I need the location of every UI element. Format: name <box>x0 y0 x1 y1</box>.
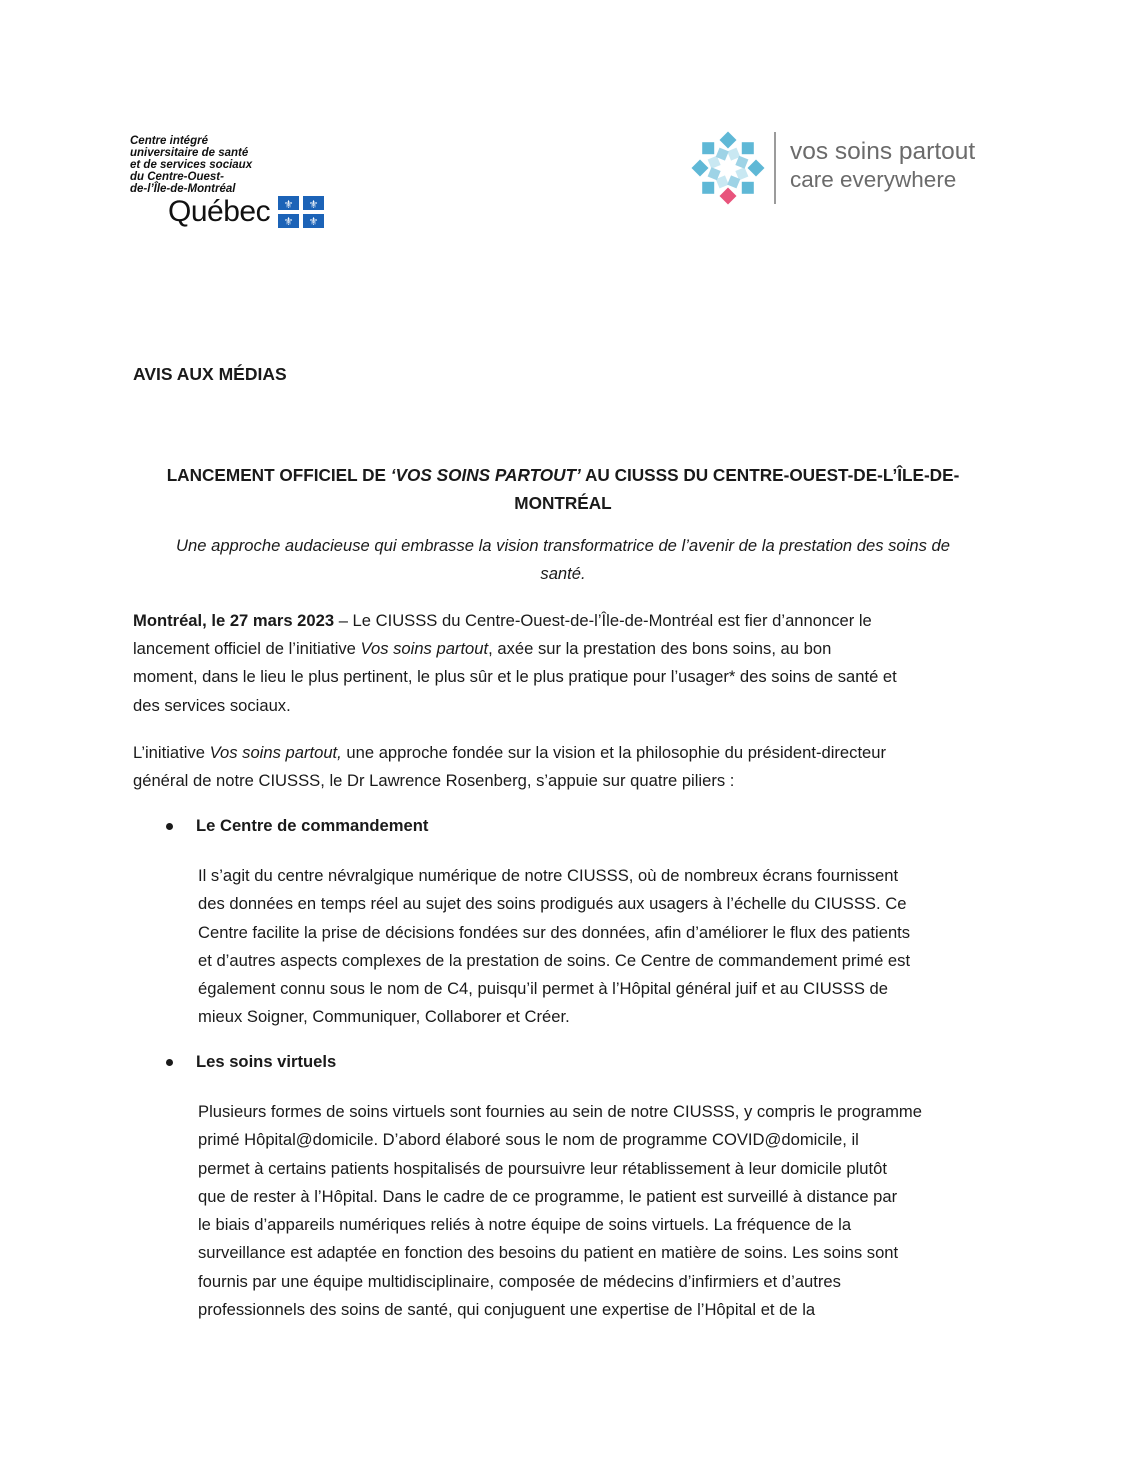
bullet-title: Les soins virtuels <box>196 1052 337 1071</box>
headline-italic: ‘VOS SOINS PARTOUT’ <box>390 465 581 485</box>
ciusss-line: du Centre-Ouest- <box>130 171 224 183</box>
paragraph-line: fournis par une équipe multidisciplinaire, composée de médecins d’infirmiers et d’autres <box>198 1271 841 1291</box>
paragraph-line: que de rester à l’Hôpital. Dans le cadre de ce programme, le patient est surveillé à distance par <box>198 1186 898 1206</box>
bullet-item <box>166 816 428 836</box>
initiative-name: Vos soins partout <box>360 639 489 659</box>
subtitle <box>133 532 993 588</box>
quebec-wordmark: Québec <box>168 195 271 228</box>
paragraph-line: professionnels des soins de santé, qui conjuguent une expertise de l’Hôpital et de la <box>198 1300 816 1320</box>
bullet-description <box>198 862 994 1032</box>
headline-part: LANCEMENT OFFICIEL DE <box>166 465 391 485</box>
svg-text:⚜: ⚜ <box>283 215 294 228</box>
vsp-wordmark-fr: vos soins partout <box>790 138 976 165</box>
initiative-name: Vos soins partout, <box>209 743 342 762</box>
paragraph-line: le biais d’appareils numériques reliés à notre équipe de soins virtuels. La fréquence de la <box>198 1215 852 1235</box>
headline-part: AU CIUSSS DU CENTRE-OUEST-DE-L’ÎLE-DE- <box>580 465 960 485</box>
paragraph-line: également connu sous le nom de C4, puisqu’il permet à l’Hôpital général juif et au CIUSSS de <box>198 979 888 999</box>
ciusss-line: universitaire de santé <box>130 147 249 159</box>
text-run: , axée sur la prestation des bons soins, au bon <box>488 639 832 659</box>
vsp-divider <box>774 132 776 204</box>
quebec-signature <box>168 195 324 229</box>
bullet-description <box>198 1098 994 1324</box>
ciusss-logo <box>130 135 340 235</box>
bullet-dot-icon <box>166 823 173 830</box>
media-advisory-label: AVIS AUX MÉDIAS <box>133 364 287 384</box>
paragraph-line <box>133 739 993 767</box>
paragraph-line: Plusieurs formes de soins virtuels sont fournies au sein de notre CIUSSS, y compris le programme <box>198 1102 922 1121</box>
text-run: L’initiative <box>133 743 210 762</box>
svg-text:⚜: ⚜ <box>308 215 319 228</box>
ciusss-line: de-l’Île-de-Montréal <box>130 183 236 195</box>
paragraph-line: mieux Soigner, Communiquer, Collaborer et Créer. <box>198 1007 570 1027</box>
pillars-intro-paragraph <box>133 739 993 795</box>
headline <box>133 461 993 517</box>
paragraph-line: Centre facilite la prise de décisions fondées sur des données, afin d’améliorer le flux des patients <box>198 922 911 942</box>
vsp-wordmark-en: care everywhere <box>790 167 957 192</box>
paragraph-line: Il s’agit du centre névralgique numérique de notre CIUSSS, où de nombreux écrans fournissent <box>198 866 899 885</box>
text-run: lancement officiel de l’initiative <box>133 639 361 659</box>
ciusss-line: et de services sociaux <box>130 159 253 171</box>
paragraph-line: général de notre CIUSSS, le Dr Lawrence Rosenberg, s’appuie sur quatre piliers : <box>133 771 735 791</box>
ciusss-line: Centre intégré <box>130 135 208 147</box>
dateline: Montréal, le 27 mars 2023 <box>133 611 335 630</box>
paragraph-line: des données en temps réel au sujet des soins prodigués aux usagers à l’échelle du CIUSSS. Ce <box>198 894 907 914</box>
text-run: une approche fondée sur la vision et la philosophie du président-directeur <box>341 743 887 762</box>
paragraph-line: permet à certains patients hospitalisés de poursuivre leur rétablissement à leur domicile plutôt <box>198 1158 887 1178</box>
paragraph-line: moment, dans le lieu le plus pertinent, le plus sûr et le plus pratique pour l’usager* des soins de santé et <box>133 667 897 687</box>
bullet-title: Le Centre de commandement <box>196 816 429 835</box>
vsp-star-icon <box>690 130 766 206</box>
bullet-dot-icon <box>166 1059 173 1066</box>
paragraph-line: primé Hôpital@domicile. D’abord élaboré sous le nom de programme COVID@domicile, il <box>198 1130 859 1150</box>
bullet-item <box>166 1052 336 1072</box>
intro-paragraph <box>133 607 993 720</box>
text-run: – Le CIUSSS du Centre-Ouest-de-l’Île-de-Montréal est fier d’annoncer le <box>334 611 872 630</box>
svg-text:⚜: ⚜ <box>308 198 319 211</box>
paragraph-line: des services sociaux. <box>133 695 291 715</box>
paragraph-line: surveillance est adaptée en fonction des besoins du patient en matière de soins. Les soins sont <box>198 1243 899 1263</box>
paragraph-line: et d’autres aspects complexes de la prestation de soins. Ce Centre de commandement primé est <box>198 950 911 970</box>
paragraph-line <box>133 635 993 663</box>
headline-part: MONTRÉAL <box>514 493 612 513</box>
subtitle-line: Une approche audacieuse qui embrasse la vision transformatrice de l’avenir de la prestation des soins de <box>176 536 950 555</box>
ciusss-name <box>130 135 340 195</box>
paragraph-line <box>133 607 993 635</box>
vos-soins-partout-logo <box>690 130 1020 206</box>
quebec-flag-icon <box>278 196 324 228</box>
svg-text:⚜: ⚜ <box>283 198 294 211</box>
subtitle-line: santé. <box>540 564 586 583</box>
